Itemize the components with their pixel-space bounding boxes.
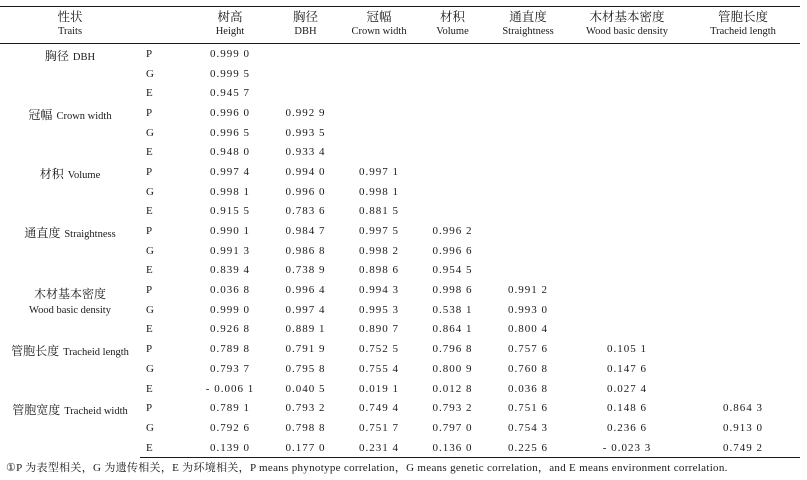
header-cell-zh: 冠幅 — [341, 7, 417, 27]
correlation-value: 0.757 6 — [508, 343, 548, 356]
correlation-value: 0.993 0 — [508, 303, 548, 316]
trait-label-en: Tracheid width — [64, 406, 128, 418]
correlation-value — [341, 44, 417, 64]
correlation-table — [0, 6, 800, 458]
correlation-value — [568, 162, 686, 182]
trait-label — [0, 398, 140, 458]
correlation-value — [341, 83, 417, 103]
correlation-value: 0.996 4 — [285, 284, 326, 297]
table-body — [0, 44, 800, 458]
header-cell-en: Straightness — [488, 26, 568, 44]
correlation-value: 0.999 5 — [210, 67, 250, 80]
correlation-value: 0.036 8 — [508, 382, 548, 395]
correlation-type: P — [146, 106, 153, 119]
correlation-value: 0.999 0 — [210, 303, 250, 316]
correlation-value — [686, 379, 800, 399]
correlation-value: 0.997 5 — [359, 225, 399, 238]
correlation-value — [568, 123, 686, 143]
correlation-value — [568, 83, 686, 103]
correlation-value: 0.783 6 — [285, 205, 326, 218]
correlation-value — [686, 162, 800, 182]
header-cell-zh: 树高 — [190, 7, 270, 27]
correlation-value — [686, 359, 800, 379]
correlation-value: 0.795 8 — [285, 362, 326, 375]
correlation-value — [686, 103, 800, 123]
header-row-english — [0, 26, 800, 44]
correlation-value: 0.538 1 — [432, 303, 473, 316]
correlation-type: E — [146, 146, 153, 159]
correlation-value: 0.864 3 — [723, 402, 763, 415]
trait-label-en: Volume — [67, 170, 101, 182]
table-row — [0, 280, 800, 300]
correlation-type: G — [146, 244, 154, 257]
correlation-type: P — [146, 284, 153, 297]
correlation-value: 0.136 0 — [417, 438, 488, 458]
correlation-type: E — [146, 205, 153, 218]
correlation-value — [568, 261, 686, 281]
header-cell-zh: 性状 — [0, 7, 140, 27]
trait-label-en: Wood basic density — [29, 305, 111, 317]
trait-label — [0, 221, 140, 280]
correlation-value — [488, 123, 568, 143]
correlation-value — [417, 162, 488, 182]
correlation-value: 0.791 9 — [285, 343, 326, 356]
correlation-value: 0.996 5 — [210, 126, 250, 139]
trait-label-zh: 木材基本密度 — [33, 287, 106, 302]
correlation-value — [568, 241, 686, 261]
trait-label-en: Crown width — [56, 111, 112, 123]
correlation-value — [568, 221, 686, 241]
correlation-value: 0.749 2 — [686, 438, 800, 458]
correlation-type: E — [140, 438, 190, 458]
correlation-value: 0.998 6 — [432, 284, 473, 297]
correlation-value: 0.881 5 — [359, 205, 399, 218]
table-footnote: ①P 为表型相关，G 为遗传相关，E 为环境相关，P means phynotype correlation，G means genetic correlation，and E means environment correlation. — [6, 462, 728, 474]
header-cell-en: Traits — [0, 26, 140, 44]
correlation-value: 0.984 7 — [285, 225, 326, 238]
header-cell-zh: 木材基本密度 — [568, 7, 686, 27]
correlation-value — [341, 103, 417, 123]
correlation-type: E — [146, 323, 153, 336]
header-cell-zh: 胸径 — [270, 7, 341, 27]
correlation-value: 0.996 2 — [432, 225, 473, 238]
correlation-type: E — [146, 87, 153, 100]
header-cell-zh — [140, 7, 190, 27]
correlation-value: 0.798 8 — [285, 421, 326, 434]
correlation-value: 0.948 0 — [210, 146, 250, 159]
trait-label-zh: 管胞宽度 — [12, 403, 61, 418]
trait-label — [0, 280, 140, 339]
correlation-value: 0.105 1 — [607, 343, 647, 356]
trait-label — [0, 339, 140, 398]
correlation-type: P — [146, 343, 153, 356]
correlation-type: G — [146, 362, 154, 375]
header-cell-zh: 通直度 — [488, 7, 568, 27]
correlation-value: 0.991 2 — [508, 284, 548, 297]
correlation-value: 0.889 1 — [285, 323, 326, 336]
correlation-value — [568, 202, 686, 222]
correlation-value: 0.749 4 — [359, 402, 399, 415]
correlation-value: 0.996 0 — [285, 185, 326, 198]
correlation-value: 0.999 0 — [210, 47, 250, 60]
correlation-value: 0.754 3 — [508, 421, 548, 434]
correlation-value: 0.793 2 — [285, 402, 326, 415]
trait-label-zh: 胸径 — [44, 49, 69, 63]
correlation-value: 0.789 8 — [210, 343, 250, 356]
correlation-type: E — [146, 264, 153, 277]
correlation-value — [417, 182, 488, 202]
correlation-value: 0.954 5 — [432, 264, 473, 277]
correlation-value — [270, 64, 341, 84]
correlation-type: P — [146, 47, 153, 60]
correlation-value — [686, 64, 800, 84]
correlation-value: 0.997 4 — [285, 303, 326, 316]
correlation-value: 0.755 4 — [359, 362, 399, 375]
header-cell-en: Height — [190, 26, 270, 44]
correlation-value: 0.994 3 — [359, 284, 399, 297]
trait-label-zh: 材积 — [39, 167, 64, 182]
correlation-value: 0.991 3 — [210, 244, 250, 257]
correlation-value: 0.996 0 — [210, 106, 250, 119]
correlation-value — [686, 44, 800, 64]
correlation-value: 0.800 4 — [508, 323, 548, 336]
header-cell-en: DBH — [270, 26, 341, 44]
correlation-value: 0.751 7 — [359, 421, 399, 434]
correlation-value: 0.898 6 — [359, 264, 399, 277]
correlation-value — [341, 123, 417, 143]
correlation-value — [568, 44, 686, 64]
correlation-value — [417, 83, 488, 103]
correlation-value: 0.926 8 — [210, 323, 250, 336]
correlation-value — [568, 280, 686, 300]
correlation-type: P — [146, 225, 153, 238]
correlation-type: G — [146, 303, 154, 316]
header-row-chinese — [0, 7, 800, 27]
correlation-type: G — [146, 126, 154, 139]
correlation-value: 0.793 7 — [210, 362, 250, 375]
correlation-value: 0.147 6 — [607, 362, 647, 375]
correlation-value — [417, 44, 488, 64]
header-cell-zh: 管胞长度 — [686, 7, 800, 27]
correlation-value — [686, 202, 800, 222]
correlation-value: 0.997 1 — [359, 165, 399, 178]
correlation-type: P — [146, 402, 153, 415]
correlation-value — [488, 83, 568, 103]
correlation-type: G — [146, 421, 154, 434]
correlation-value: 0.040 5 — [285, 382, 326, 395]
correlation-value: - 0.006 1 — [205, 382, 255, 395]
correlation-value — [417, 142, 488, 162]
correlation-type: G — [146, 185, 154, 198]
correlation-value: 0.996 6 — [432, 244, 473, 257]
correlation-value: 0.994 0 — [285, 165, 326, 178]
correlation-value: 0.148 6 — [607, 402, 647, 415]
table-row — [0, 44, 800, 64]
correlation-value — [417, 123, 488, 143]
correlation-value: 0.760 8 — [508, 362, 548, 375]
correlation-value — [417, 103, 488, 123]
trait-label-en: DBH — [72, 52, 96, 63]
correlation-value: 0.933 4 — [285, 146, 326, 159]
correlation-value — [341, 64, 417, 84]
correlation-value — [568, 182, 686, 202]
correlation-value — [568, 300, 686, 320]
trait-label-en: Tracheid length — [63, 347, 129, 359]
correlation-value — [488, 64, 568, 84]
correlation-value: 0.945 7 — [210, 87, 250, 100]
correlation-value — [686, 123, 800, 143]
correlation-value — [568, 103, 686, 123]
correlation-value: 0.225 6 — [488, 438, 568, 458]
correlation-value — [686, 221, 800, 241]
correlation-value: 0.993 5 — [285, 126, 326, 139]
correlation-value: 0.915 5 — [210, 205, 250, 218]
correlation-value — [686, 241, 800, 261]
trait-label-en: Straightness — [64, 229, 116, 241]
correlation-value — [686, 320, 800, 340]
trait-label-zh: 冠幅 — [28, 108, 53, 123]
correlation-value: 0.139 0 — [190, 438, 270, 458]
table-row — [0, 162, 800, 182]
correlation-value: 0.997 4 — [210, 165, 250, 178]
correlation-value: 0.864 1 — [432, 323, 473, 336]
correlation-value — [686, 182, 800, 202]
correlation-value: 0.796 8 — [432, 343, 473, 356]
correlation-type: E — [146, 382, 153, 395]
correlation-value — [568, 320, 686, 340]
correlation-value — [568, 64, 686, 84]
correlation-value — [488, 142, 568, 162]
correlation-value — [686, 142, 800, 162]
correlation-value — [686, 261, 800, 281]
table-row — [0, 339, 800, 359]
correlation-type: G — [146, 67, 154, 80]
correlation-value: 0.800 9 — [432, 362, 473, 375]
correlation-value — [488, 241, 568, 261]
header-cell-en: Crown width — [341, 26, 417, 44]
header-cell-en — [140, 26, 190, 44]
correlation-value: 0.789 1 — [210, 402, 250, 415]
correlation-value: 0.752 5 — [359, 343, 399, 356]
correlation-value — [417, 202, 488, 222]
correlation-value — [568, 142, 686, 162]
correlation-value: 0.012 8 — [432, 382, 473, 395]
correlation-value — [488, 202, 568, 222]
trait-label — [0, 44, 140, 104]
correlation-value — [686, 280, 800, 300]
correlation-value — [488, 162, 568, 182]
correlation-value: 0.036 8 — [210, 284, 250, 297]
correlation-type: P — [146, 165, 153, 178]
correlation-value — [417, 64, 488, 84]
header-cell-en: Wood basic density — [568, 26, 686, 44]
correlation-value: 0.019 1 — [359, 382, 399, 395]
correlation-value: 0.995 3 — [359, 303, 399, 316]
header-cell-zh: 材积 — [417, 7, 488, 27]
table-row — [0, 398, 800, 418]
correlation-value — [488, 44, 568, 64]
correlation-value — [686, 339, 800, 359]
correlation-value: 0.177 0 — [270, 438, 341, 458]
correlation-value: - 0.023 3 — [568, 438, 686, 458]
correlation-value: 0.998 1 — [210, 185, 250, 198]
trait-label — [0, 103, 140, 162]
correlation-value: 0.890 7 — [359, 323, 399, 336]
correlation-value — [686, 83, 800, 103]
correlation-value — [686, 300, 800, 320]
header-cell-en: Volume — [417, 26, 488, 44]
correlation-value: 0.992 9 — [285, 106, 326, 119]
correlation-value: 0.738 9 — [285, 264, 326, 277]
trait-label-zh: 通直度 — [24, 226, 61, 241]
correlation-value: 0.236 6 — [607, 421, 647, 434]
correlation-value — [488, 103, 568, 123]
correlation-value: 0.986 8 — [285, 244, 326, 257]
correlation-value — [270, 44, 341, 64]
correlation-value — [270, 83, 341, 103]
correlation-value: 0.913 0 — [723, 421, 763, 434]
correlation-value: 0.793 2 — [432, 402, 473, 415]
correlation-value: 0.998 1 — [359, 185, 399, 198]
correlation-value: 0.751 6 — [508, 402, 548, 415]
correlation-value — [488, 261, 568, 281]
trait-label-zh: 管胞长度 — [11, 344, 60, 359]
correlation-value: 0.839 4 — [210, 264, 250, 277]
trait-label — [0, 162, 140, 221]
correlation-value: 0.231 4 — [341, 438, 417, 458]
correlation-value: 0.990 1 — [210, 225, 250, 238]
correlation-value: 0.792 6 — [210, 421, 250, 434]
correlation-value — [488, 221, 568, 241]
correlation-value: 0.027 4 — [607, 382, 647, 395]
header-cell-en: Tracheid length — [686, 26, 800, 44]
table-row — [0, 103, 800, 123]
correlation-value: 0.998 2 — [359, 244, 399, 257]
table-row — [0, 221, 800, 241]
correlation-value: 0.797 0 — [432, 421, 473, 434]
correlation-value — [341, 142, 417, 162]
correlation-value — [488, 182, 568, 202]
